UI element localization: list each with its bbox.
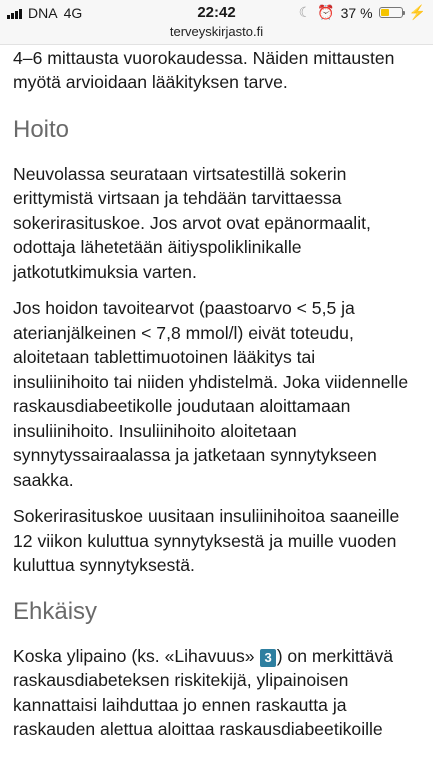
text-line: insuliinihoito. Insuliinihoito aloitetaan <box>13 420 297 441</box>
text-line: Koska ylipaino (ks. «Lihavuus» <box>13 645 260 666</box>
hoito-paragraph-3 <box>13 504 433 578</box>
text-line: raskausdiabeteksen riskitekijä, ylipainoisen <box>13 670 349 690</box>
text-line: ) on merkittävä <box>276 645 394 666</box>
text-line: 12 viikon kuluttua synnytyksestä ja muille vuoden <box>13 530 397 551</box>
network-label: 4G <box>63 5 83 21</box>
alarm-icon: ⏰ <box>317 4 335 20</box>
text-line: Sokerirasituskoe uusitaan insuliinihoitoa saaneille <box>13 506 400 526</box>
text-line: jatkotutkimuksia varten. <box>13 261 197 282</box>
battery-icon <box>379 7 403 18</box>
text-line: erittymistä virtsaan ja tehdään tarvittaessa <box>13 188 342 208</box>
text-line: kuluttua synnytyksestä. <box>13 555 195 575</box>
ehkaisy-paragraph <box>13 644 433 742</box>
intro-line: 4–6 mittausta vuorokaudessa. Näiden mittausten <box>13 47 395 68</box>
status-right <box>299 4 426 21</box>
intro-line: myötä arvioidaan lääkityksen tarve. <box>13 72 288 92</box>
reference-link-badge[interactable]: 3 <box>260 649 275 667</box>
text-line: raskauden alettua aloittaa raskausdiabeetikoille <box>13 719 383 739</box>
clock: 22:42 <box>197 4 236 21</box>
text-line: kannattaisi laihduttaa jo ennen raskautta ja <box>13 694 347 715</box>
text-line: saakka. <box>13 469 74 490</box>
url-label[interactable]: terveyskirjasto.fi <box>169 24 264 39</box>
text-line: aterianjälkeinen < 7,8 mmol/l) eivät toteudu, <box>13 322 354 343</box>
carrier-label: DNA <box>28 5 58 21</box>
text-line: aloitetaan tablettimuotoinen lääkitys tai <box>13 347 316 367</box>
hoito-paragraph-1 <box>13 162 433 285</box>
text-line: sokerirasituskoe. Jos arvot ovat epänormaalit, <box>13 212 371 233</box>
battery-percent: 37 % <box>340 4 373 21</box>
heading-ehkaisy: Ehkäisy <box>13 597 98 625</box>
moon-icon: ☾ <box>298 4 312 20</box>
text-line: Jos hoidon tavoitearvot (paastoarvo < 5,5 ja <box>13 298 355 318</box>
charging-icon: ⚡ <box>408 4 426 20</box>
text-line: synnytyssairaalassa ja jatketaan synnytykseen <box>13 445 377 465</box>
text-line: raskausdiabeetikolle joudutaan aloittamaan <box>13 396 351 416</box>
text-line: insuliinihoito tai niiden yhdistelmä. Joka viidennelle <box>13 371 409 392</box>
text-line: odottaja lähetetään äitiyspoliklinikalle <box>13 237 302 257</box>
text-line: Neuvolassa seurataan virtsatestillä sokerin <box>13 163 347 184</box>
battery-fill <box>381 9 389 16</box>
status-bar <box>0 0 433 45</box>
hoito-paragraph-2 <box>13 296 433 492</box>
article-body <box>13 32 433 754</box>
heading-hoito: Hoito <box>13 115 70 143</box>
